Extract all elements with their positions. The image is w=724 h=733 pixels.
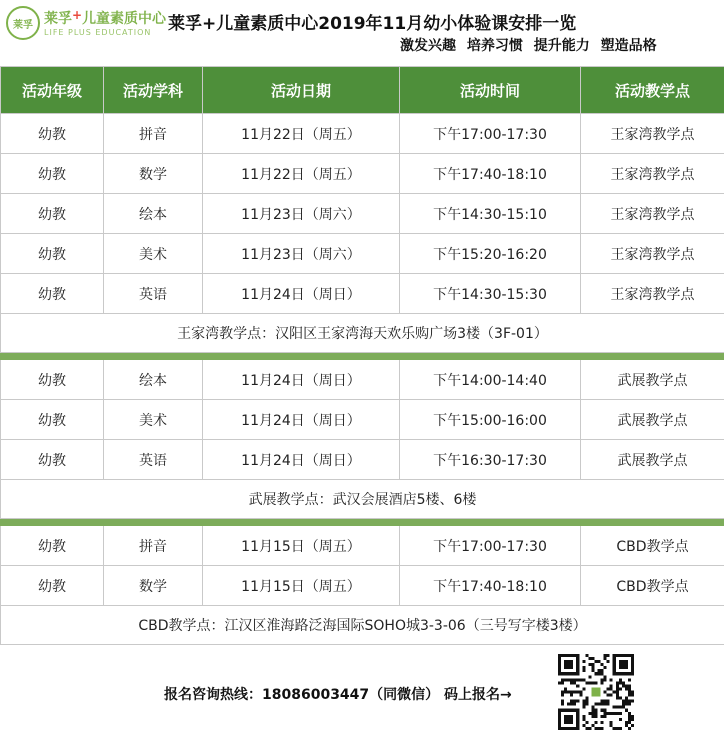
table-row bbox=[1, 194, 724, 234]
cell-subject: 美术 bbox=[104, 400, 203, 440]
cell-grade: 幼教 bbox=[1, 526, 104, 566]
cell-time: 下午14:30-15:30 bbox=[400, 274, 581, 314]
table-row bbox=[1, 440, 724, 480]
cell-time: 下午17:00-17:30 bbox=[400, 526, 581, 566]
column-header-location: 活动教学点 bbox=[581, 67, 724, 114]
cell-time: 下午15:00-16:00 bbox=[400, 400, 581, 440]
cell-location: 王家湾教学点 bbox=[581, 234, 724, 274]
cell-grade: 幼教 bbox=[1, 400, 104, 440]
cell-date: 11月22日（周五） bbox=[203, 154, 400, 194]
group-separator bbox=[1, 353, 724, 360]
location-address: 王家湾教学点：汉阳区王家湾海天欢乐购广场3楼（3F-01） bbox=[1, 314, 724, 353]
cell-date: 11月22日（周五） bbox=[203, 114, 400, 154]
cell-date: 11月15日（周五） bbox=[203, 526, 400, 566]
table-row bbox=[1, 234, 724, 274]
cell-time: 下午14:00-14:40 bbox=[400, 360, 581, 400]
location-address-row bbox=[1, 480, 724, 519]
cell-time: 下午17:00-17:30 bbox=[400, 114, 581, 154]
page-subtitle: 激发兴趣 培养习惯 提升能力 塑造品格 bbox=[400, 38, 657, 54]
location-address: CBD教学点：江汉区淮海路泛海国际SOHO城3-3-06（三号写字楼3楼） bbox=[1, 606, 724, 645]
cell-grade: 幼教 bbox=[1, 274, 104, 314]
cell-location: 王家湾教学点 bbox=[581, 114, 724, 154]
cell-subject: 英语 bbox=[104, 274, 203, 314]
location-address: 武展教学点：武汉会展酒店5楼、6楼 bbox=[1, 480, 724, 519]
table-header-row bbox=[1, 67, 724, 114]
cell-subject: 拼音 bbox=[104, 526, 203, 566]
table-row bbox=[1, 360, 724, 400]
cell-location: 武展教学点 bbox=[581, 360, 724, 400]
cell-grade: 幼教 bbox=[1, 566, 104, 606]
logo-name-brand: 莱孚 bbox=[44, 11, 72, 27]
column-header-time: 活动时间 bbox=[400, 67, 581, 114]
column-header-date: 活动日期 bbox=[203, 67, 400, 114]
cell-grade: 幼教 bbox=[1, 440, 104, 480]
logo-name bbox=[44, 8, 166, 28]
page-header bbox=[0, 0, 724, 66]
logo-plus: + bbox=[72, 8, 83, 22]
page-title: 莱孚+儿童素质中心2019年11月幼小体验课安排一览 bbox=[168, 14, 577, 34]
logo-mark-text: 莱孚 bbox=[13, 20, 33, 31]
signup-hotline: 报名咨询热线：18086003447（同微信） 码上报名→ bbox=[164, 687, 512, 703]
cell-grade: 幼教 bbox=[1, 360, 104, 400]
cell-time: 下午17:40-18:10 bbox=[400, 566, 581, 606]
location-address-row bbox=[1, 606, 724, 645]
cell-grade: 幼教 bbox=[1, 234, 104, 274]
separator-bar bbox=[1, 519, 724, 526]
group-separator bbox=[1, 519, 724, 526]
cell-subject: 英语 bbox=[104, 440, 203, 480]
cell-grade: 幼教 bbox=[1, 154, 104, 194]
logo-english-name: LIFE PLUS EDUCATION bbox=[44, 28, 152, 37]
cell-date: 11月24日（周日） bbox=[203, 400, 400, 440]
cell-subject: 绘本 bbox=[104, 360, 203, 400]
separator-bar bbox=[1, 353, 724, 360]
table-row bbox=[1, 114, 724, 154]
cell-date: 11月15日（周五） bbox=[203, 566, 400, 606]
cell-location: 武展教学点 bbox=[581, 440, 724, 480]
logo-emblem-icon bbox=[6, 6, 40, 40]
table-row bbox=[1, 400, 724, 440]
cell-grade: 幼教 bbox=[1, 114, 104, 154]
cell-subject: 数学 bbox=[104, 566, 203, 606]
column-header-grade: 活动年级 bbox=[1, 67, 104, 114]
cell-subject: 绘本 bbox=[104, 194, 203, 234]
cell-time: 下午16:30-17:30 bbox=[400, 440, 581, 480]
cell-date: 11月24日（周日） bbox=[203, 274, 400, 314]
signup-qr-code-icon[interactable] bbox=[558, 654, 634, 730]
cell-grade: 幼教 bbox=[1, 194, 104, 234]
cell-location: 王家湾教学点 bbox=[581, 194, 724, 234]
table-row bbox=[1, 526, 724, 566]
cell-subject: 美术 bbox=[104, 234, 203, 274]
cell-location: CBD教学点 bbox=[581, 566, 724, 606]
cell-location: CBD教学点 bbox=[581, 526, 724, 566]
table-row bbox=[1, 274, 724, 314]
location-address-row bbox=[1, 314, 724, 353]
cell-date: 11月23日（周六） bbox=[203, 194, 400, 234]
table-row bbox=[1, 566, 724, 606]
brand-logo bbox=[6, 4, 166, 44]
cell-location: 武展教学点 bbox=[581, 400, 724, 440]
table-row bbox=[1, 154, 724, 194]
cell-date: 11月24日（周日） bbox=[203, 360, 400, 400]
cell-date: 11月23日（周六） bbox=[203, 234, 400, 274]
logo-name-rest: 儿童素质中心 bbox=[82, 11, 167, 27]
cell-time: 下午14:30-15:10 bbox=[400, 194, 581, 234]
cell-date: 11月24日（周日） bbox=[203, 440, 400, 480]
cell-time: 下午15:20-16:20 bbox=[400, 234, 581, 274]
cell-subject: 拼音 bbox=[104, 114, 203, 154]
column-header-subject: 活动学科 bbox=[104, 67, 203, 114]
cell-subject: 数学 bbox=[104, 154, 203, 194]
cell-location: 王家湾教学点 bbox=[581, 274, 724, 314]
page-footer bbox=[0, 651, 724, 733]
schedule-body bbox=[1, 114, 724, 645]
schedule-table bbox=[0, 66, 724, 645]
cell-location: 王家湾教学点 bbox=[581, 154, 724, 194]
cell-time: 下午17:40-18:10 bbox=[400, 154, 581, 194]
